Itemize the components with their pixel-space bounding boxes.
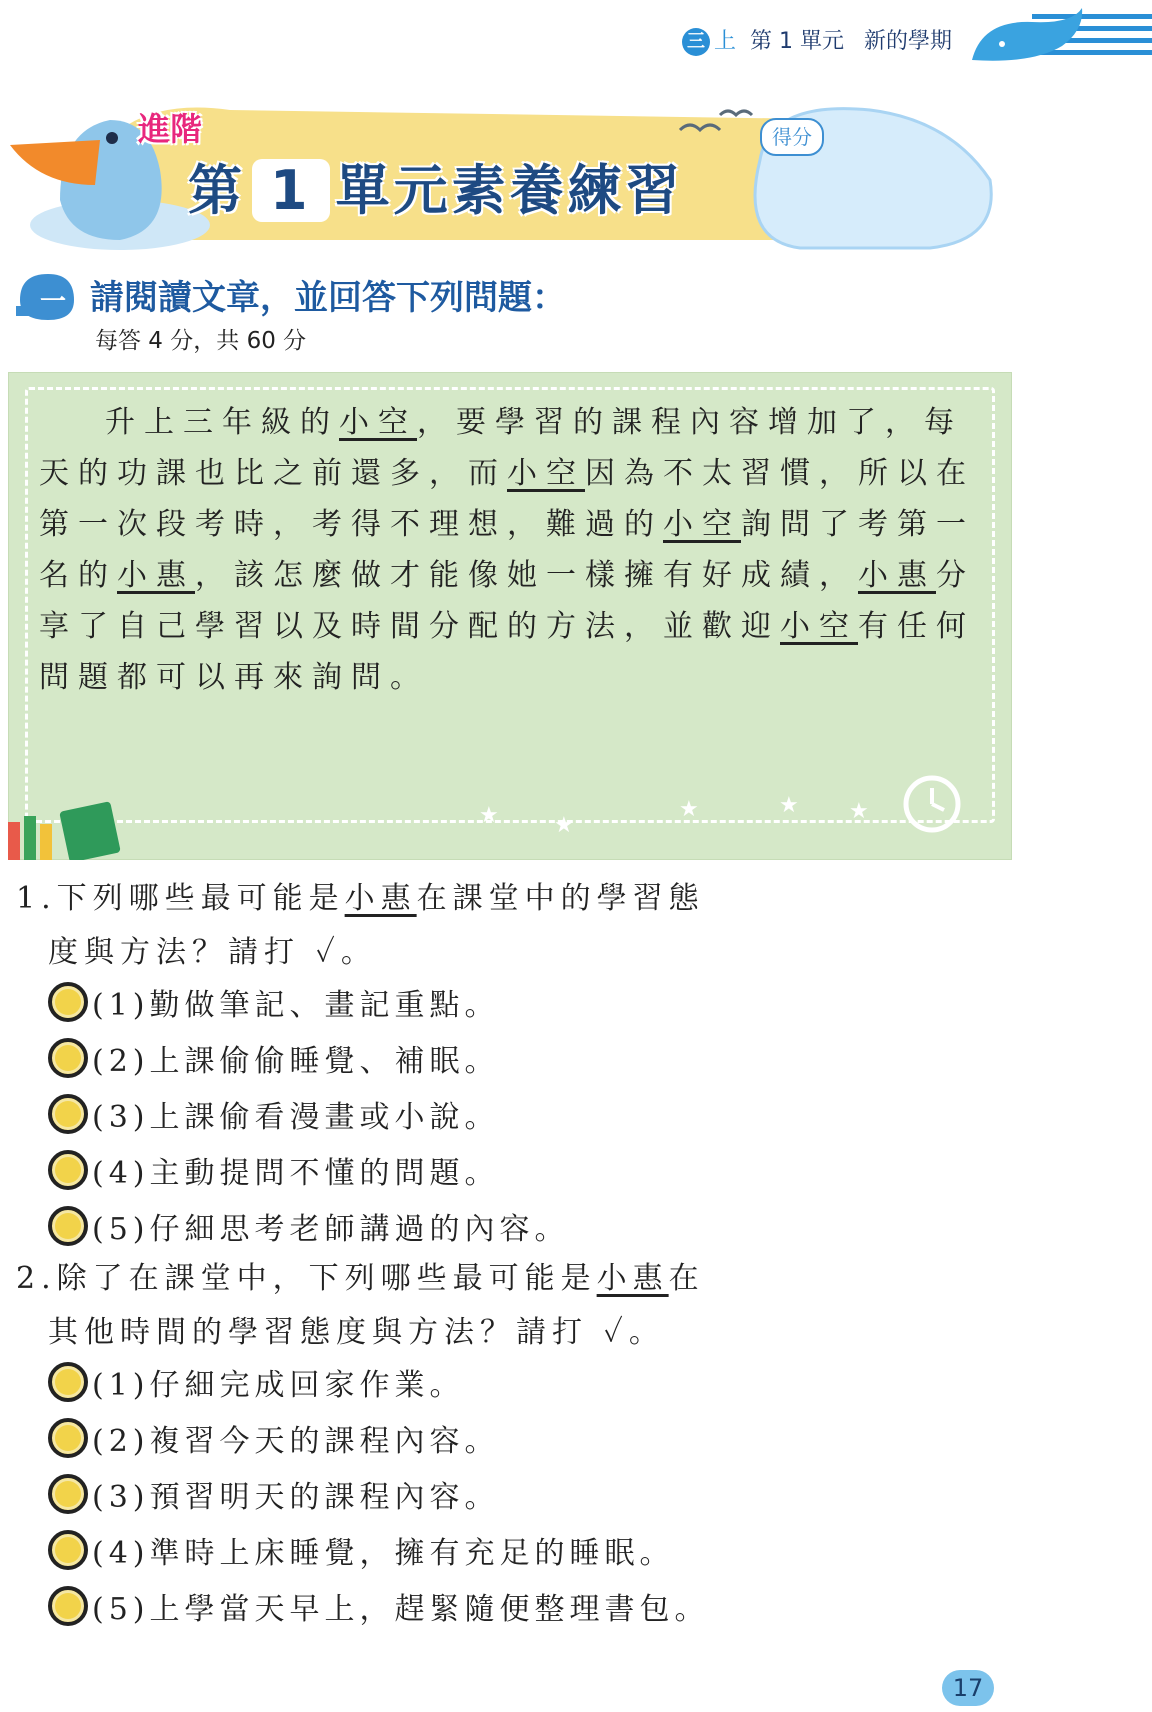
- question-1: [16, 872, 1016, 980]
- option-label: (2)複習今天的課程內容。: [92, 1424, 500, 1459]
- title-suffix: 單元素養練習: [335, 159, 684, 222]
- question-text: 其他時間的學習態度與方法？請打 ✓。: [48, 1315, 665, 1350]
- q1-option-1[interactable]: [48, 980, 500, 1024]
- passage-segment: 升上三年級的: [105, 405, 339, 440]
- title-prefix: 第: [188, 159, 246, 222]
- name-xiaohui: 小惠: [344, 881, 417, 916]
- option-label: (5)上學當天早上，趕緊隨便整理書包。: [92, 1592, 710, 1627]
- passage-box: [8, 372, 1012, 860]
- name-xiaokong: 小空: [780, 609, 858, 644]
- q2-option-5[interactable]: [48, 1584, 710, 1628]
- option-label: (1)勤做筆記、畫記重點。: [92, 988, 500, 1023]
- unit-title: 新的學期: [863, 29, 952, 54]
- answer-circle[interactable]: [48, 1206, 88, 1246]
- name-xiaohui: 小惠: [117, 558, 195, 593]
- score-label: 得分: [760, 118, 824, 156]
- option-label: (3)預習明天的課程內容。: [92, 1480, 500, 1515]
- answer-circle[interactable]: [48, 1530, 88, 1570]
- passage-text: [39, 397, 989, 703]
- page-header: [0, 0, 1152, 80]
- q2-option-1[interactable]: [48, 1360, 465, 1404]
- question-text: 除了在課堂中，下列哪些最可能是: [56, 1261, 597, 1296]
- passage-segment: 有任何問題都可以再來詢問。: [39, 609, 975, 695]
- star-icon: ★: [779, 793, 799, 818]
- name-xiaokong: 小空: [507, 456, 585, 491]
- star-icon: ★: [679, 797, 699, 822]
- section-number: 一: [40, 287, 67, 317]
- answer-circle[interactable]: [48, 1586, 88, 1626]
- passage-segment: ，要學習的課程內容增加了，每天的功課也比之前還多，而: [39, 405, 963, 491]
- advanced-label: 進階: [138, 110, 203, 148]
- answer-circle[interactable]: [48, 1094, 88, 1134]
- star-icon: ★: [554, 813, 574, 838]
- page-title: [188, 148, 684, 225]
- name-xiaohui: 小惠: [858, 558, 936, 593]
- unit-label: 第 1 單元: [750, 29, 844, 54]
- question-number: 2.: [16, 1261, 57, 1296]
- alarm-clock-icon: [884, 760, 974, 840]
- q2-option-2[interactable]: [48, 1416, 500, 1460]
- answer-circle[interactable]: [48, 1474, 88, 1514]
- question-text: 在: [668, 1261, 705, 1296]
- scoring-note: 每答 4 分，共 60 分: [95, 328, 307, 354]
- question-number: 1.: [16, 881, 57, 916]
- passage-segment: ，該怎麼做才能像她一樣擁有好成績，: [195, 558, 858, 593]
- option-label: (3)上課偷看漫畫或小說。: [92, 1100, 500, 1135]
- answer-circle[interactable]: [48, 1418, 88, 1458]
- q2-option-4[interactable]: [48, 1528, 675, 1572]
- page-number: 17: [942, 1670, 994, 1706]
- q1-option-3[interactable]: [48, 1092, 500, 1136]
- answer-circle[interactable]: [48, 1038, 88, 1078]
- unit-breadcrumb: [682, 24, 952, 56]
- star-icon: ★: [479, 803, 499, 828]
- q2-option-3[interactable]: [48, 1472, 500, 1516]
- term-label: 上: [713, 29, 736, 54]
- name-xiaohui: 小惠: [596, 1261, 669, 1296]
- star-icon: ★: [849, 799, 869, 824]
- passage-segment: 因為不太習慣，所以在第一次段考時，考得不理想，難過的: [39, 456, 975, 542]
- q1-option-5[interactable]: [48, 1204, 570, 1248]
- crayons-book-icon: [0, 800, 130, 860]
- whale-icon: [962, 0, 1152, 64]
- title-number: 1: [252, 159, 330, 222]
- option-label: (5)仔細思考老師講過的內容。: [92, 1212, 570, 1247]
- option-label: (4)準時上床睡覺，擁有充足的睡眠。: [92, 1536, 675, 1571]
- name-xiaokong: 小空: [663, 507, 741, 542]
- question-text: 下列哪些最可能是: [56, 881, 345, 916]
- answer-circle[interactable]: [48, 982, 88, 1022]
- passage-segment: 詢問了考第一名的: [39, 507, 975, 593]
- question-text: 在課堂中的學習態: [416, 881, 705, 916]
- grade-badge: 三: [682, 28, 710, 56]
- q1-option-2[interactable]: [48, 1036, 500, 1080]
- passage-segment: 分享了自己學習以及時間分配的方法，並歡迎: [39, 558, 975, 644]
- option-label: (4)主動提問不懂的問題。: [92, 1156, 500, 1191]
- section-title: 請閱讀文章，並回答下列問題：: [90, 278, 566, 318]
- option-label: (1)仔細完成回家作業。: [92, 1368, 465, 1403]
- answer-circle[interactable]: [48, 1362, 88, 1402]
- answer-circle[interactable]: [48, 1150, 88, 1190]
- option-label: (2)上課偷偷睡覺、補眠。: [92, 1044, 500, 1079]
- question-text: 度與方法？請打 ✓。: [48, 935, 377, 970]
- name-xiaokong: 小空: [339, 405, 417, 440]
- question-2: [16, 1252, 1016, 1360]
- q1-option-4[interactable]: [48, 1148, 500, 1192]
